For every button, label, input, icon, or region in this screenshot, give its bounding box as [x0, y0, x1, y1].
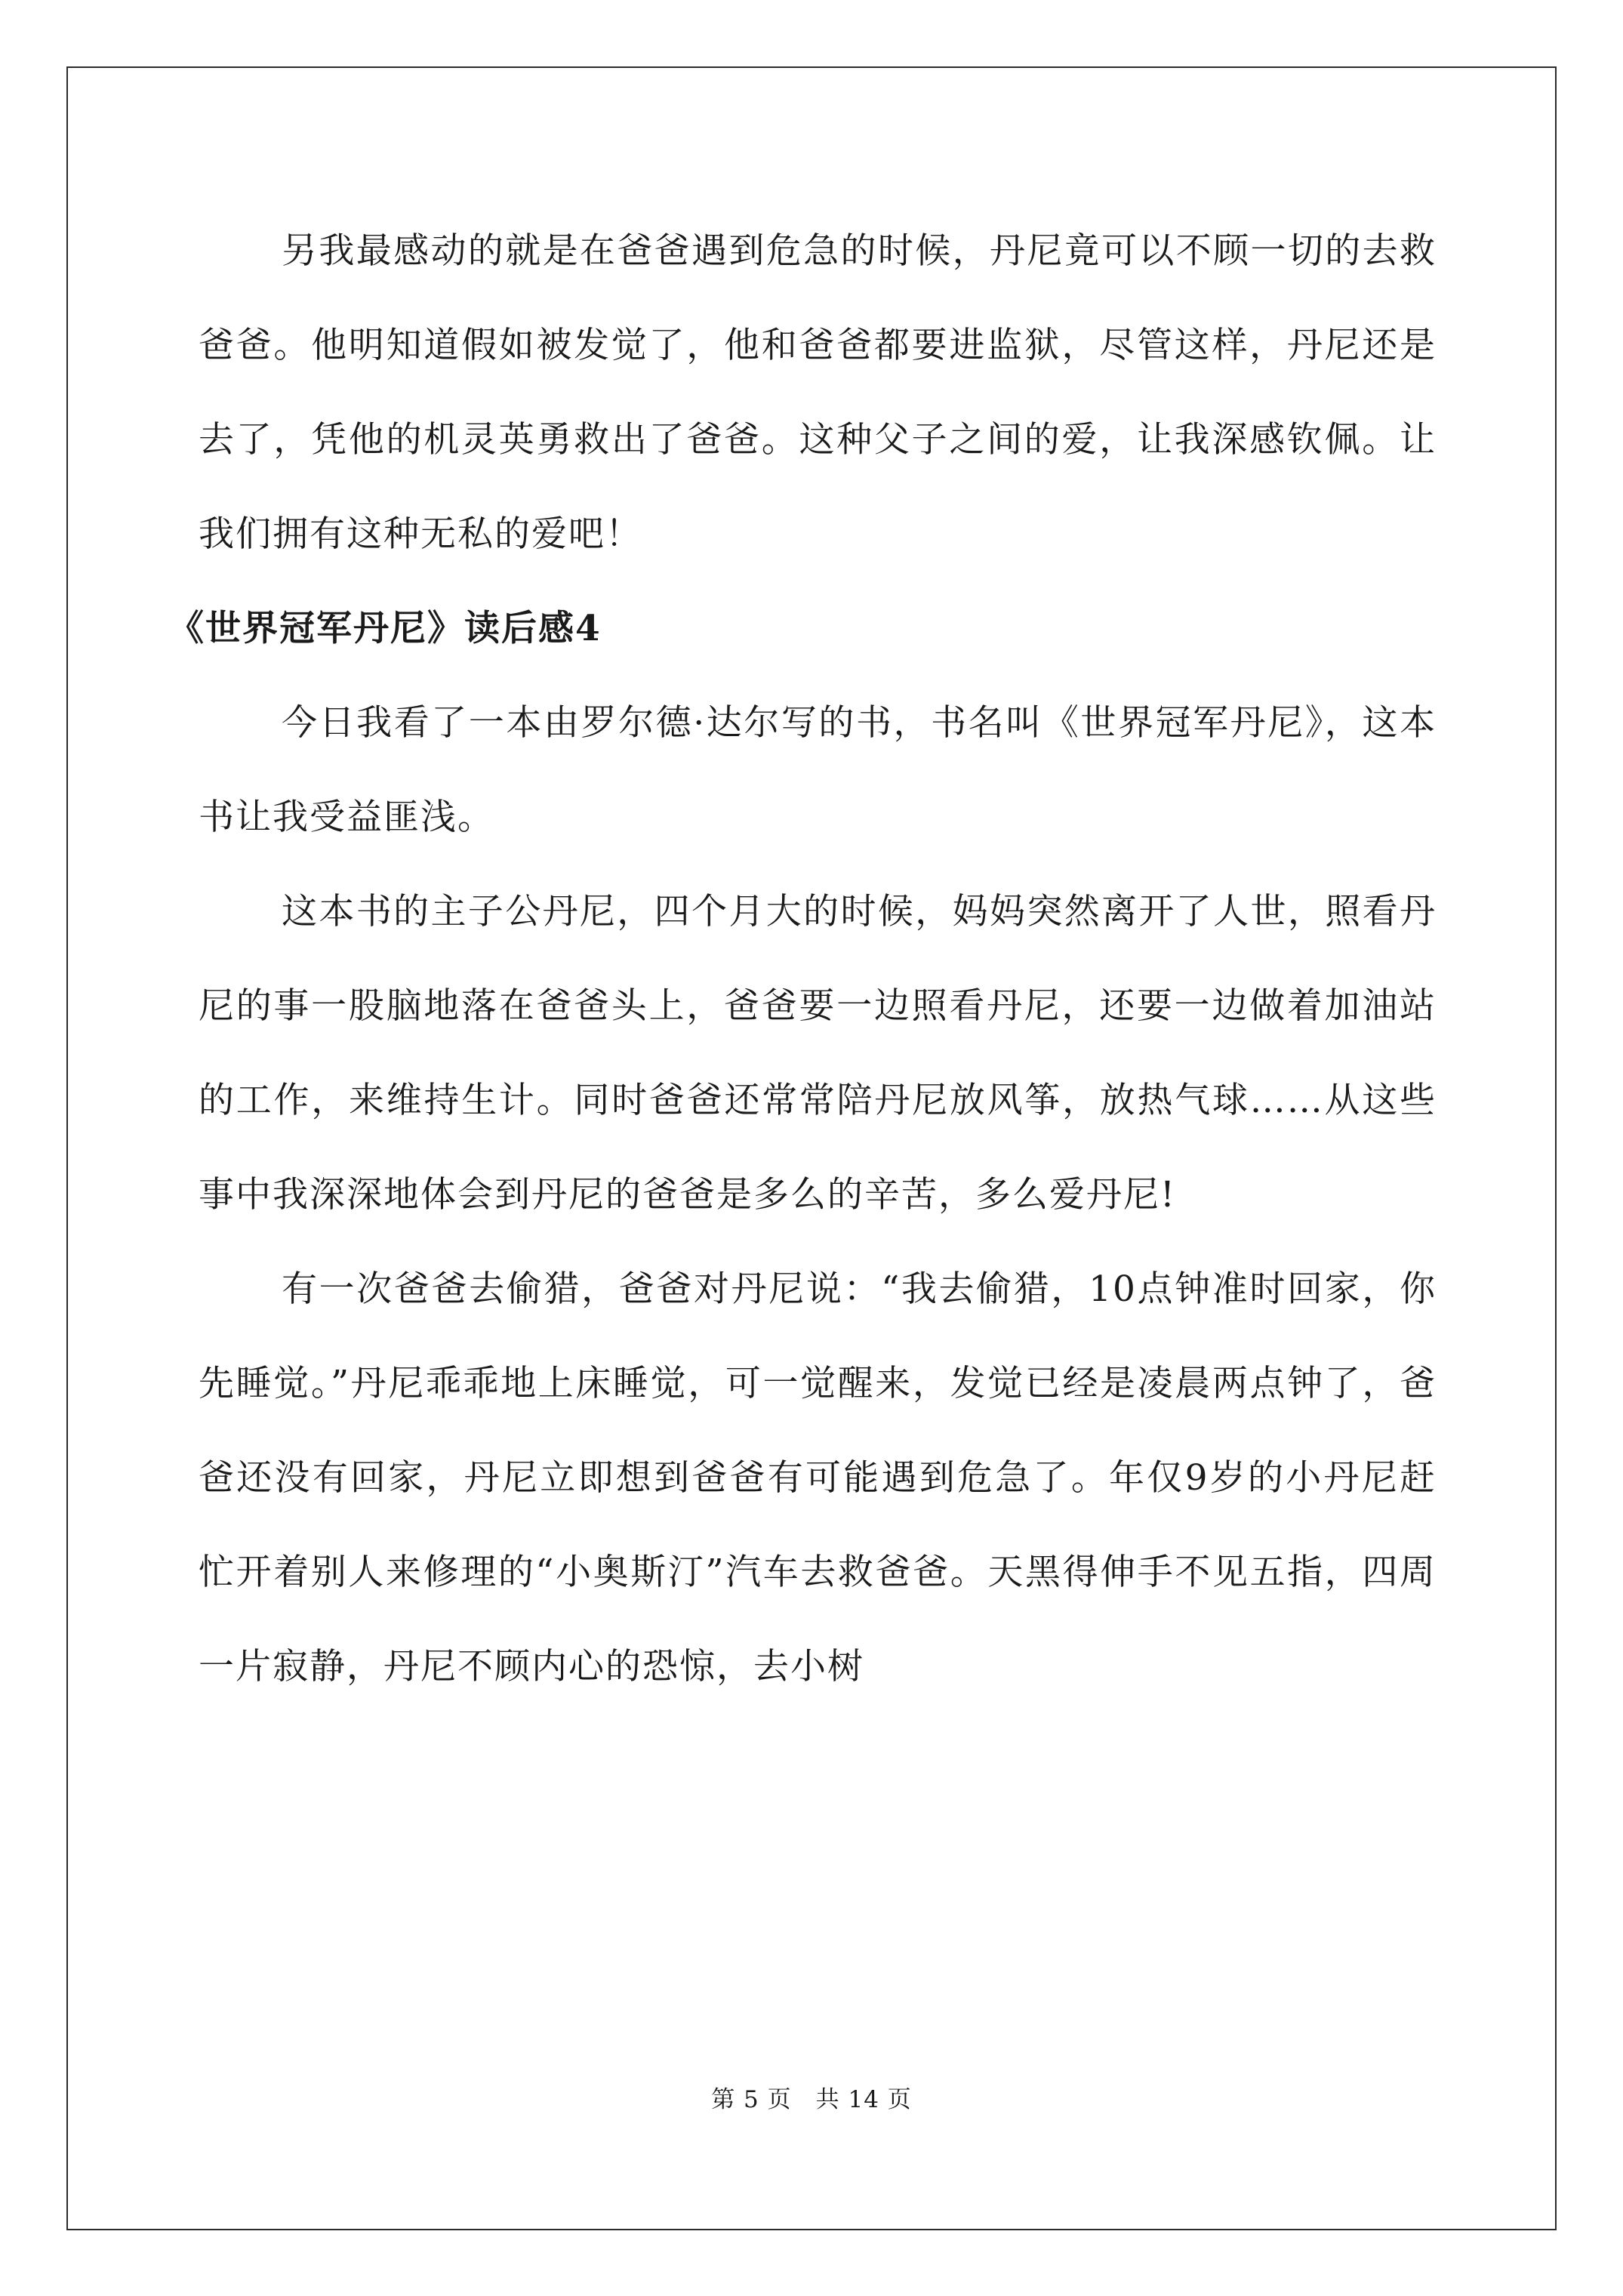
page-number-footer: 第 5 页 共 14 页	[711, 2086, 912, 2113]
paragraph: 有一次爸爸去偷猎，爸爸对丹尼说：“我去偷猎，10点钟准时回家，你先睡觉。”丹尼乖乖地上床睡觉，可一觉醒来，发觉已经是凌晨两点钟了，爸爸还没有回家，丹尼立即想到爸爸有可能遇到危急了。年仅9岁的小丹尼赶忙开着别人来修理的“小奥斯汀”汽车去救爸爸。天黑得伸手不见五指，四周一片寂静，丹尼不顾内心的恐惊，去小树	[199, 1268, 1437, 1687]
paragraph: 另我最感动的就是在爸爸遇到危急的时候，丹尼竟可以不顾一切的去救爸爸。他明知道假如被发觉了，他和爸爸都要进监狱，尽管这样，丹尼还是去了，凭他的机灵英勇救出了爸爸。这种父子之间的爱，让我深感钦佩。让我们拥有这种无私的爱吧！	[199, 230, 1437, 555]
document-body	[168, 204, 1437, 1714]
section-heading: 《世界冠军丹尼》读后感4	[168, 608, 602, 649]
paragraph: 这本书的主子公丹尼，四个月大的时候，妈妈突然离开了人世，照看丹尼的事一股脑地落在爸爸头上，爸爸要一边照看丹尼，还要一边做着加油站的工作，来维持生计。同时爸爸还常常陪丹尼放风筝，放热气球……从这些事中我深深地体会到丹尼的爸爸是多么的辛苦，多么爱丹尼!	[199, 891, 1437, 1216]
paragraph: 今日我看了一本由罗尔德·达尔写的书，书名叫《世界冠军丹尼》，这本书让我受益匪浅。	[199, 702, 1437, 838]
